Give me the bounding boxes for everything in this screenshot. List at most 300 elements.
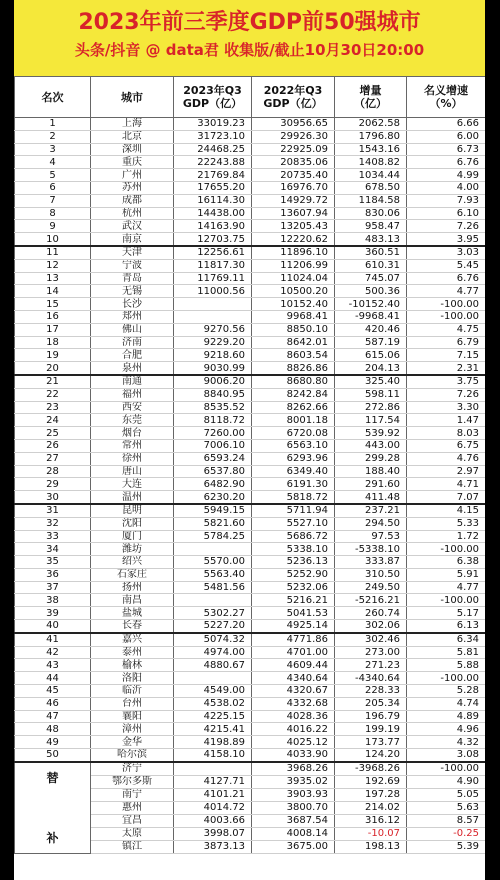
gdp-2022-cell: 6349.40 — [252, 465, 335, 478]
rank-cell: 20 — [15, 362, 91, 375]
growth-cell: 7.93 — [407, 194, 486, 207]
increment-cell: 678.50 — [335, 181, 407, 194]
city-cell: 广州 — [91, 169, 174, 182]
growth-cell: 4.77 — [407, 285, 486, 298]
increment-cell: 249.50 — [335, 581, 407, 594]
gdp-2022-cell: 5236.13 — [252, 556, 335, 569]
growth-cell: 5.91 — [407, 568, 486, 581]
gdp-2022-cell: 4701.00 — [252, 646, 335, 659]
gdp-2023-cell: 8840.95 — [174, 388, 252, 401]
rank-cell: 9 — [15, 220, 91, 233]
increment-cell: 302.46 — [335, 633, 407, 646]
city-cell: 哈尔滨 — [91, 749, 174, 762]
rank-cell: 22 — [15, 388, 91, 401]
table-row — [15, 156, 486, 169]
growth-cell: 2.97 — [407, 465, 486, 478]
page-title: 2023年前三季度GDP前50强城市 — [78, 10, 421, 35]
increment-cell: 228.33 — [335, 685, 407, 698]
gdp-2023-cell: 11769.11 — [174, 272, 252, 285]
gdp-2023-cell: 4101.21 — [174, 788, 252, 801]
gdp-2023-cell: 7260.00 — [174, 427, 252, 440]
gdp-2022-cell: 5252.90 — [252, 568, 335, 581]
growth-cell: 2.31 — [407, 362, 486, 375]
table-row — [15, 220, 486, 233]
gdp-2022-cell: 5711.94 — [252, 504, 335, 517]
gdp-2023-cell: 4880.67 — [174, 659, 252, 672]
city-cell: 上海 — [91, 118, 174, 131]
gdp-2022-cell: 13607.94 — [252, 207, 335, 220]
table-row — [15, 697, 486, 710]
increment-cell: 188.40 — [335, 465, 407, 478]
page-subtitle: 头条/抖音 @ data君 收集版/截止10月30日20:00 — [74, 41, 425, 59]
gdp-2022-cell: 5216.21 — [252, 594, 335, 607]
increment-cell: 360.51 — [335, 246, 407, 259]
table-row — [15, 349, 486, 362]
growth-cell: 3.08 — [407, 749, 486, 762]
rank-cell: 11 — [15, 246, 91, 259]
gdp-2022-cell: 10152.40 — [252, 298, 335, 311]
growth-cell: 4.71 — [407, 478, 486, 491]
gdp-2023-cell: 4538.02 — [174, 697, 252, 710]
gdp-2022-cell: 5527.10 — [252, 517, 335, 530]
growth-cell: 5.88 — [407, 659, 486, 672]
table-header-row — [15, 77, 486, 118]
city-cell: 泉州 — [91, 362, 174, 375]
increment-cell: 117.54 — [335, 414, 407, 427]
table-row — [15, 452, 486, 465]
supplement-row — [15, 762, 486, 776]
gdp-2022-cell: 14929.72 — [252, 194, 335, 207]
city-cell: 唐山 — [91, 465, 174, 478]
city-cell: 南京 — [91, 233, 174, 246]
city-cell: 杭州 — [91, 207, 174, 220]
gdp-2023-cell — [174, 762, 252, 776]
increment-cell: 214.02 — [335, 801, 407, 814]
gdp-2023-cell: 16114.30 — [174, 194, 252, 207]
growth-cell: 4.99 — [407, 169, 486, 182]
growth-cell: 6.38 — [407, 556, 486, 569]
table-row — [15, 710, 486, 723]
city-cell: 太原 — [91, 827, 174, 840]
increment-cell: 500.36 — [335, 285, 407, 298]
rank-cell: 41 — [15, 633, 91, 646]
growth-cell: 7.26 — [407, 388, 486, 401]
growth-cell: 4.89 — [407, 710, 486, 723]
rank-cell: 44 — [15, 672, 91, 685]
growth-cell: 5.63 — [407, 801, 486, 814]
table-row — [15, 581, 486, 594]
growth-cell: 6.79 — [407, 336, 486, 349]
rank-cell: 24 — [15, 414, 91, 427]
gdp-2022-cell: 4033.90 — [252, 749, 335, 762]
city-cell: 青岛 — [91, 272, 174, 285]
table-row — [15, 401, 486, 414]
growth-cell: 6.76 — [407, 272, 486, 285]
gdp-2023-cell: 4158.10 — [174, 749, 252, 762]
gdp-2023-cell: 5784.25 — [174, 530, 252, 543]
table-row — [15, 594, 486, 607]
gdp-2022-cell: 8680.80 — [252, 375, 335, 388]
table-row — [15, 233, 486, 246]
city-cell: 漳州 — [91, 723, 174, 736]
growth-cell: -0.25 — [407, 827, 486, 840]
gdp-2023-cell: 6537.80 — [174, 465, 252, 478]
gdp-2023-cell: 5074.32 — [174, 633, 252, 646]
gdp-2022-cell: 6720.08 — [252, 427, 335, 440]
gdp-2023-cell: 4198.89 — [174, 736, 252, 749]
gdp-2023-cell: 5563.40 — [174, 568, 252, 581]
gdp-2022-cell: 4025.12 — [252, 736, 335, 749]
table-row — [15, 298, 486, 311]
gdp-2022-cell: 4771.86 — [252, 633, 335, 646]
gdp-2023-cell: 21769.84 — [174, 169, 252, 182]
increment-cell: 196.79 — [335, 710, 407, 723]
growth-cell: 6.00 — [407, 130, 486, 143]
rank-cell: 23 — [15, 401, 91, 414]
growth-cell: 5.81 — [407, 646, 486, 659]
gdp-2022-cell: 8001.18 — [252, 414, 335, 427]
growth-cell: -100.00 — [407, 672, 486, 685]
gdp-2022-cell: 3687.54 — [252, 814, 335, 827]
city-cell: 绍兴 — [91, 556, 174, 569]
gdp-2023-cell: 4003.66 — [174, 814, 252, 827]
gdp-2022-cell: 6293.96 — [252, 452, 335, 465]
gdp-2023-cell: 9030.99 — [174, 362, 252, 375]
rank-cell: 19 — [15, 349, 91, 362]
city-cell: 合肥 — [91, 349, 174, 362]
gdp-2022-cell: 5041.53 — [252, 607, 335, 620]
gdp-2022-cell: 3800.70 — [252, 801, 335, 814]
city-cell: 南宁 — [91, 788, 174, 801]
gdp-2023-cell: 4549.00 — [174, 685, 252, 698]
gdp-2023-cell: 4014.72 — [174, 801, 252, 814]
city-cell: 重庆 — [91, 156, 174, 169]
table-row — [15, 375, 486, 388]
growth-cell: 5.33 — [407, 517, 486, 530]
rank-cell: 46 — [15, 697, 91, 710]
gdp-2023-cell: 22243.88 — [174, 156, 252, 169]
growth-cell: -100.00 — [407, 310, 486, 323]
city-cell: 石家庄 — [91, 568, 174, 581]
city-cell: 南通 — [91, 375, 174, 388]
gdp-2023-cell: 14163.90 — [174, 220, 252, 233]
gdp-2022-cell: 20835.06 — [252, 156, 335, 169]
city-cell: 济南 — [91, 336, 174, 349]
rank-cell: 34 — [15, 543, 91, 556]
growth-cell: 4.00 — [407, 181, 486, 194]
gdp-2022-cell: 11896.10 — [252, 246, 335, 259]
increment-cell: 325.40 — [335, 375, 407, 388]
rank-cell: 47 — [15, 710, 91, 723]
table-row — [15, 568, 486, 581]
rank-cell: 16 — [15, 310, 91, 323]
city-cell: 盐城 — [91, 607, 174, 620]
gdp-2023-cell: 5227.20 — [174, 620, 252, 633]
gdp-2023-cell: 8118.72 — [174, 414, 252, 427]
gdp-2022-cell: 8850.10 — [252, 323, 335, 336]
table-row — [15, 646, 486, 659]
gdp-2023-cell: 4974.00 — [174, 646, 252, 659]
gdp-2022-cell: 4609.44 — [252, 659, 335, 672]
growth-cell: 5.05 — [407, 788, 486, 801]
title-banner — [14, 0, 485, 76]
gdp-2023-cell: 9229.20 — [174, 336, 252, 349]
table-row — [15, 517, 486, 530]
gdp-2023-cell: 5481.56 — [174, 581, 252, 594]
gdp-2023-cell: 24468.25 — [174, 143, 252, 156]
gdp-2023-cell: 3873.13 — [174, 840, 252, 853]
rank-cell: 38 — [15, 594, 91, 607]
growth-cell: 6.73 — [407, 143, 486, 156]
table-row — [15, 620, 486, 633]
increment-cell: 443.00 — [335, 439, 407, 452]
gdp-2022-cell: 6563.10 — [252, 439, 335, 452]
city-cell: 大连 — [91, 478, 174, 491]
gdp-2023-cell — [174, 672, 252, 685]
city-cell: 襄阳 — [91, 710, 174, 723]
gdp-2022-cell: 16976.70 — [252, 181, 335, 194]
gdp-2023-cell: 12703.75 — [174, 233, 252, 246]
table-row — [15, 633, 486, 646]
city-cell: 温州 — [91, 491, 174, 504]
rank-cell: 18 — [15, 336, 91, 349]
growth-cell: -100.00 — [407, 594, 486, 607]
rank-cell: 50 — [15, 749, 91, 762]
increment-cell: 316.12 — [335, 814, 407, 827]
city-cell: 榆林 — [91, 659, 174, 672]
table-row — [15, 362, 486, 375]
table-row — [15, 259, 486, 272]
table-row — [15, 504, 486, 517]
increment-cell: 411.48 — [335, 491, 407, 504]
header-increment: 增量 （亿） — [335, 77, 407, 118]
rank-cell: 3 — [15, 143, 91, 156]
table-row — [15, 465, 486, 478]
increment-cell: 333.87 — [335, 556, 407, 569]
gdp-2023-cell: 8535.52 — [174, 401, 252, 414]
gdp-2023-cell: 11817.30 — [174, 259, 252, 272]
rank-cell: 6 — [15, 181, 91, 194]
city-cell: 镇江 — [91, 840, 174, 853]
gdp-2023-cell — [174, 543, 252, 556]
city-cell: 苏州 — [91, 181, 174, 194]
city-cell: 徐州 — [91, 452, 174, 465]
rank-cell: 36 — [15, 568, 91, 581]
growth-cell: 6.10 — [407, 207, 486, 220]
gdp-2023-cell: 3998.07 — [174, 827, 252, 840]
table-row — [15, 543, 486, 556]
table-row — [15, 556, 486, 569]
rank-cell: 10 — [15, 233, 91, 246]
increment-cell: 587.19 — [335, 336, 407, 349]
increment-cell: -5338.10 — [335, 543, 407, 556]
growth-cell: 4.76 — [407, 452, 486, 465]
growth-cell: 7.26 — [407, 220, 486, 233]
rank-cell: 37 — [15, 581, 91, 594]
table-row — [15, 659, 486, 672]
growth-cell: 8.57 — [407, 814, 486, 827]
rank-cell: 25 — [15, 427, 91, 440]
increment-cell: 745.07 — [335, 272, 407, 285]
gdp-2022-cell: 22925.09 — [252, 143, 335, 156]
rank-cell: 8 — [15, 207, 91, 220]
growth-cell: 6.34 — [407, 633, 486, 646]
city-cell: 临沂 — [91, 685, 174, 698]
growth-cell: -100.00 — [407, 298, 486, 311]
city-cell: 长沙 — [91, 298, 174, 311]
gdp-2022-cell: 4925.14 — [252, 620, 335, 633]
table-row — [15, 749, 486, 762]
city-cell: 潍坊 — [91, 543, 174, 556]
table-row — [15, 143, 486, 156]
increment-cell: 1543.16 — [335, 143, 407, 156]
growth-cell: 4.15 — [407, 504, 486, 517]
table-row — [15, 427, 486, 440]
city-cell: 洛阳 — [91, 672, 174, 685]
gdp-2022-cell: 8826.86 — [252, 362, 335, 375]
increment-cell: 598.11 — [335, 388, 407, 401]
rank-cell: 5 — [15, 169, 91, 182]
table-row — [15, 181, 486, 194]
city-cell: 嘉兴 — [91, 633, 174, 646]
gdp-2022-cell: 5338.10 — [252, 543, 335, 556]
growth-cell: -100.00 — [407, 762, 486, 776]
table-row — [15, 130, 486, 143]
gdp-2022-cell: 3903.93 — [252, 788, 335, 801]
increment-cell: 958.47 — [335, 220, 407, 233]
table-row — [15, 607, 486, 620]
rank-cell: 29 — [15, 478, 91, 491]
increment-cell: -10152.40 — [335, 298, 407, 311]
growth-cell: 5.39 — [407, 840, 486, 853]
city-cell: 南昌 — [91, 594, 174, 607]
growth-cell: 3.30 — [407, 401, 486, 414]
city-cell: 北京 — [91, 130, 174, 143]
gdp-2022-cell: 3675.00 — [252, 840, 335, 853]
gdp-2023-cell: 31723.10 — [174, 130, 252, 143]
city-cell: 济宁 — [91, 762, 174, 776]
increment-cell: 2062.58 — [335, 118, 407, 131]
growth-cell: 6.66 — [407, 118, 486, 131]
table-row — [15, 414, 486, 427]
gdp-2023-cell: 14438.00 — [174, 207, 252, 220]
city-cell: 武汉 — [91, 220, 174, 233]
rank-cell: 48 — [15, 723, 91, 736]
table-row — [15, 207, 486, 220]
gdp-2022-cell: 4028.36 — [252, 710, 335, 723]
table-row — [15, 118, 486, 131]
increment-cell: 294.50 — [335, 517, 407, 530]
gdp-2023-cell: 4215.41 — [174, 723, 252, 736]
table-row — [15, 736, 486, 749]
gdp-2022-cell: 10500.20 — [252, 285, 335, 298]
growth-cell: 4.74 — [407, 697, 486, 710]
increment-cell: 199.19 — [335, 723, 407, 736]
increment-cell: 1408.82 — [335, 156, 407, 169]
city-cell: 郑州 — [91, 310, 174, 323]
rank-cell: 12 — [15, 259, 91, 272]
city-cell: 宜昌 — [91, 814, 174, 827]
city-cell: 惠州 — [91, 801, 174, 814]
city-cell: 天津 — [91, 246, 174, 259]
table-row — [15, 530, 486, 543]
city-cell: 沈阳 — [91, 517, 174, 530]
increment-cell: 205.34 — [335, 697, 407, 710]
table-row — [15, 478, 486, 491]
increment-cell: -4340.64 — [335, 672, 407, 685]
gdp-2023-cell — [174, 594, 252, 607]
table-row — [15, 246, 486, 259]
gdp-2022-cell: 3968.26 — [252, 762, 335, 776]
growth-cell: 4.75 — [407, 323, 486, 336]
increment-cell: -9968.41 — [335, 310, 407, 323]
rank-cell: 32 — [15, 517, 91, 530]
increment-cell: -10.07 — [335, 827, 407, 840]
gdp-2023-cell: 6482.90 — [174, 478, 252, 491]
rank-cell: 45 — [15, 685, 91, 698]
gdp-2022-cell: 11206.99 — [252, 259, 335, 272]
gdp-2022-cell: 3935.02 — [252, 775, 335, 788]
rank-cell: 49 — [15, 736, 91, 749]
rank-cell: 17 — [15, 323, 91, 336]
table-row — [15, 272, 486, 285]
gdp-2022-cell: 8242.84 — [252, 388, 335, 401]
increment-cell: 271.23 — [335, 659, 407, 672]
gdp-2023-cell — [174, 298, 252, 311]
gdp-2022-cell: 11024.04 — [252, 272, 335, 285]
growth-cell: 3.95 — [407, 233, 486, 246]
gdp-2022-cell: 8603.54 — [252, 349, 335, 362]
city-cell: 常州 — [91, 439, 174, 452]
increment-cell: 237.21 — [335, 504, 407, 517]
table-row — [15, 310, 486, 323]
city-cell: 深圳 — [91, 143, 174, 156]
rank-cell: 43 — [15, 659, 91, 672]
gdp-2023-cell: 6230.20 — [174, 491, 252, 504]
gdp-2022-cell: 12220.62 — [252, 233, 335, 246]
rank-cell: 26 — [15, 439, 91, 452]
rank-cell: 40 — [15, 620, 91, 633]
gdp-2022-cell: 4016.22 — [252, 723, 335, 736]
growth-cell: 3.03 — [407, 246, 486, 259]
increment-cell: 830.06 — [335, 207, 407, 220]
gdp-2022-cell: 13205.43 — [252, 220, 335, 233]
table-row — [15, 169, 486, 182]
gdp-2022-cell: 8642.01 — [252, 336, 335, 349]
rank-cell: 2 — [15, 130, 91, 143]
increment-cell: 1034.44 — [335, 169, 407, 182]
gdp-2023-cell: 12256.61 — [174, 246, 252, 259]
gdp-2022-cell: 5818.72 — [252, 491, 335, 504]
growth-cell: 7.15 — [407, 349, 486, 362]
table-row — [15, 285, 486, 298]
increment-cell: 173.77 — [335, 736, 407, 749]
city-cell: 泰州 — [91, 646, 174, 659]
table-row — [15, 672, 486, 685]
gdp-2022-cell: 9968.41 — [252, 310, 335, 323]
gdp-2023-cell: 5302.27 — [174, 607, 252, 620]
rank-cell: 28 — [15, 465, 91, 478]
city-cell: 宁波 — [91, 259, 174, 272]
city-cell: 西安 — [91, 401, 174, 414]
supplement-label: 替 补 — [15, 762, 91, 854]
rank-cell: 1 — [15, 118, 91, 131]
rank-cell: 21 — [15, 375, 91, 388]
gdp-2023-cell: 9006.20 — [174, 375, 252, 388]
rank-cell: 31 — [15, 504, 91, 517]
gdp-2022-cell: 29926.30 — [252, 130, 335, 143]
growth-cell: 4.32 — [407, 736, 486, 749]
